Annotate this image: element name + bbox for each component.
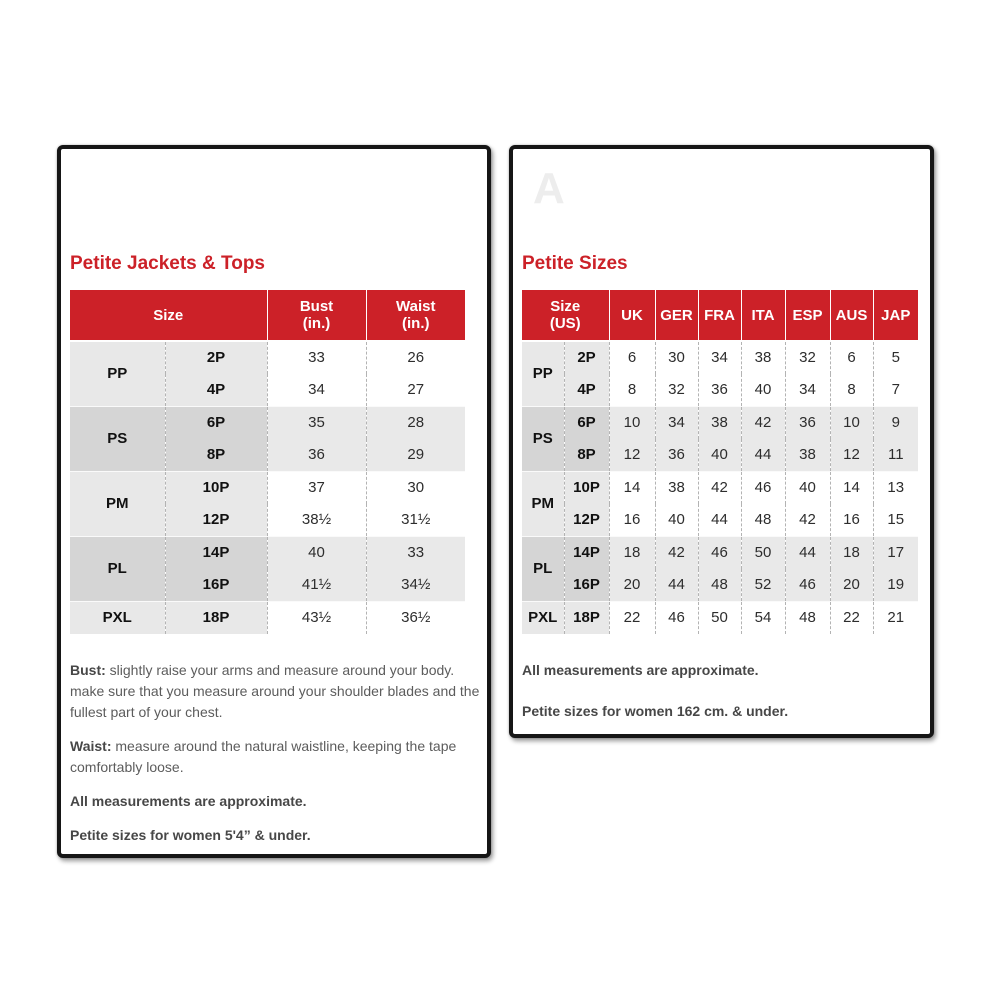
value-cell-aus-2p: 6: [830, 341, 873, 374]
size-cell-8p: 8P: [564, 439, 609, 472]
value-cell-jap-18p: 21: [873, 601, 918, 634]
value-cell-ita-12p: 48: [741, 504, 785, 537]
value-cell-aus-6p: 10: [830, 406, 873, 439]
header-cell-ger: GER: [655, 290, 698, 341]
value-cell-fra-18p: 50: [698, 601, 741, 634]
size-cell-12p: 12P: [564, 504, 609, 537]
value-cell-esp-4p: 34: [785, 374, 830, 407]
international-size-table-wrap: [522, 290, 918, 634]
value-cell-uk-8p: 12: [609, 439, 655, 472]
group-label-pxl: PXL: [522, 601, 564, 634]
group-label-pxl: PXL: [70, 601, 165, 634]
value-cell-uk-18p: 22: [609, 601, 655, 634]
value-cell-jap-8p: 11: [873, 439, 918, 472]
size-cell-14p: 14P: [564, 536, 609, 569]
value-cell-aus-16p: 20: [830, 569, 873, 602]
value-cell-uk-16p: 20: [609, 569, 655, 602]
value-cell-bust-10p: 37: [267, 471, 366, 504]
value-cell-ita-6p: 42: [741, 406, 785, 439]
jackets-tops-size-table-wrap: [70, 290, 465, 634]
value-cell-esp-10p: 40: [785, 471, 830, 504]
note-bold-text: All measurements are approximate.: [70, 793, 307, 809]
value-cell-jap-4p: 7: [873, 374, 918, 407]
size-cell-6p: 6P: [564, 406, 609, 439]
jackets-tops-notes: [70, 660, 480, 859]
value-cell-aus-10p: 14: [830, 471, 873, 504]
value-cell-uk-4p: 8: [609, 374, 655, 407]
value-cell-ita-10p: 46: [741, 471, 785, 504]
value-cell-ger-2p: 30: [655, 341, 698, 374]
header-cell-waist: Waist (in.): [366, 290, 465, 341]
value-cell-waist-14p: 33: [366, 536, 465, 569]
size-cell-2p: 2P: [564, 341, 609, 374]
value-cell-uk-6p: 10: [609, 406, 655, 439]
value-cell-jap-2p: 5: [873, 341, 918, 374]
size-cell-16p: 16P: [564, 569, 609, 602]
header-cell-size: Size (US): [522, 290, 609, 341]
value-cell-uk-14p: 18: [609, 536, 655, 569]
value-cell-bust-16p: 41½: [267, 569, 366, 602]
header-cell-aus: AUS: [830, 290, 873, 341]
size-cell-16p: 16P: [165, 569, 267, 602]
group-label-ps: PS: [70, 406, 165, 471]
header-cell-esp: ESP: [785, 290, 830, 341]
value-cell-waist-4p: 27: [366, 374, 465, 407]
value-cell-waist-16p: 34½: [366, 569, 465, 602]
note-paragraph-1: [70, 736, 480, 778]
size-cell-4p: 4P: [564, 374, 609, 407]
group-label-pm: PM: [70, 471, 165, 536]
value-cell-esp-16p: 46: [785, 569, 830, 602]
value-cell-aus-8p: 12: [830, 439, 873, 472]
value-cell-ger-12p: 40: [655, 504, 698, 537]
international-size-notes: [522, 660, 932, 742]
group-label-pp: PP: [70, 341, 165, 406]
value-cell-aus-14p: 18: [830, 536, 873, 569]
value-cell-bust-18p: 43½: [267, 601, 366, 634]
size-cell-2p: 2P: [165, 341, 267, 374]
value-cell-esp-18p: 48: [785, 601, 830, 634]
size-cell-10p: 10P: [165, 471, 267, 504]
group-label-ps: PS: [522, 406, 564, 471]
petite-sizes-card: [509, 145, 934, 738]
header-cell-bust: Bust (in.): [267, 290, 366, 341]
value-cell-fra-12p: 44: [698, 504, 741, 537]
note-paragraph-2: [70, 791, 480, 812]
note-paragraph-3: [70, 825, 480, 846]
value-cell-bust-12p: 38½: [267, 504, 366, 537]
value-cell-jap-16p: 19: [873, 569, 918, 602]
watermark-letter: A: [533, 164, 565, 213]
value-cell-jap-14p: 17: [873, 536, 918, 569]
value-cell-ita-4p: 40: [741, 374, 785, 407]
value-cell-bust-6p: 35: [267, 406, 366, 439]
value-cell-ita-14p: 50: [741, 536, 785, 569]
value-cell-ger-6p: 34: [655, 406, 698, 439]
value-cell-fra-14p: 46: [698, 536, 741, 569]
value-cell-fra-2p: 34: [698, 341, 741, 374]
value-cell-fra-16p: 48: [698, 569, 741, 602]
value-cell-waist-10p: 30: [366, 471, 465, 504]
value-cell-bust-2p: 33: [267, 341, 366, 374]
header-cell-size: Size: [70, 290, 267, 341]
value-cell-waist-8p: 29: [366, 439, 465, 472]
note-paragraph-0: [522, 660, 932, 681]
value-cell-fra-4p: 36: [698, 374, 741, 407]
value-cell-jap-12p: 15: [873, 504, 918, 537]
note-bold-text: Petite sizes for women 162 cm. & under.: [522, 703, 789, 719]
size-cell-10p: 10P: [564, 471, 609, 504]
value-cell-bust-4p: 34: [267, 374, 366, 407]
value-cell-ger-8p: 36: [655, 439, 698, 472]
size-cell-6p: 6P: [165, 406, 267, 439]
note-paragraph-0: [70, 660, 480, 723]
size-cell-4p: 4P: [165, 374, 267, 407]
size-cell-14p: 14P: [165, 536, 267, 569]
value-cell-jap-6p: 9: [873, 406, 918, 439]
value-cell-esp-14p: 44: [785, 536, 830, 569]
international-sizes-table: [522, 290, 918, 634]
note-regular-text: slightly raise your arms and measure around your body. make sure that you measure around your shoulder blades and the fullest part of your chest.: [70, 662, 480, 720]
note-bold-text: Bust:: [70, 662, 106, 678]
value-cell-ger-4p: 32: [655, 374, 698, 407]
left-card-title: Petite Jackets & Tops: [70, 253, 266, 274]
value-cell-uk-12p: 16: [609, 504, 655, 537]
size-cell-12p: 12P: [165, 504, 267, 537]
header-cell-ita: ITA: [741, 290, 785, 341]
value-cell-aus-4p: 8: [830, 374, 873, 407]
value-cell-ita-8p: 44: [741, 439, 785, 472]
right-card-title: Petite Sizes: [522, 253, 628, 274]
note-bold-text: Waist:: [70, 738, 112, 754]
petite-jackets-tops-card: [57, 145, 491, 858]
header-cell-fra: FRA: [698, 290, 741, 341]
size-cell-8p: 8P: [165, 439, 267, 472]
value-cell-waist-6p: 28: [366, 406, 465, 439]
value-cell-ger-18p: 46: [655, 601, 698, 634]
value-cell-ger-10p: 38: [655, 471, 698, 504]
value-cell-waist-18p: 36½: [366, 601, 465, 634]
value-cell-uk-2p: 6: [609, 341, 655, 374]
value-cell-esp-8p: 38: [785, 439, 830, 472]
note-regular-text: measure around the natural waistline, keeping the tape comfortably loose.: [70, 738, 457, 775]
value-cell-waist-12p: 31½: [366, 504, 465, 537]
value-cell-ger-14p: 42: [655, 536, 698, 569]
value-cell-uk-10p: 14: [609, 471, 655, 504]
size-cell-18p: 18P: [564, 601, 609, 634]
group-label-pl: PL: [522, 536, 564, 601]
group-label-pl: PL: [70, 536, 165, 601]
value-cell-bust-8p: 36: [267, 439, 366, 472]
value-cell-ita-2p: 38: [741, 341, 785, 374]
note-paragraph-1: [522, 701, 932, 722]
value-cell-aus-18p: 22: [830, 601, 873, 634]
header-cell-uk: UK: [609, 290, 655, 341]
value-cell-aus-12p: 16: [830, 504, 873, 537]
value-cell-esp-12p: 42: [785, 504, 830, 537]
value-cell-esp-6p: 36: [785, 406, 830, 439]
size-cell-18p: 18P: [165, 601, 267, 634]
header-cell-jap: JAP: [873, 290, 918, 341]
note-bold-text: Petite sizes for women 5'4” & under.: [70, 827, 311, 843]
value-cell-waist-2p: 26: [366, 341, 465, 374]
jackets-tops-table: [70, 290, 465, 634]
value-cell-bust-14p: 40: [267, 536, 366, 569]
value-cell-fra-8p: 40: [698, 439, 741, 472]
value-cell-ita-16p: 52: [741, 569, 785, 602]
group-label-pp: PP: [522, 341, 564, 406]
value-cell-fra-6p: 38: [698, 406, 741, 439]
group-label-pm: PM: [522, 471, 564, 536]
value-cell-ger-16p: 44: [655, 569, 698, 602]
note-bold-text: All measurements are approximate.: [522, 662, 759, 678]
value-cell-jap-10p: 13: [873, 471, 918, 504]
value-cell-ita-18p: 54: [741, 601, 785, 634]
value-cell-fra-10p: 42: [698, 471, 741, 504]
value-cell-esp-2p: 32: [785, 341, 830, 374]
